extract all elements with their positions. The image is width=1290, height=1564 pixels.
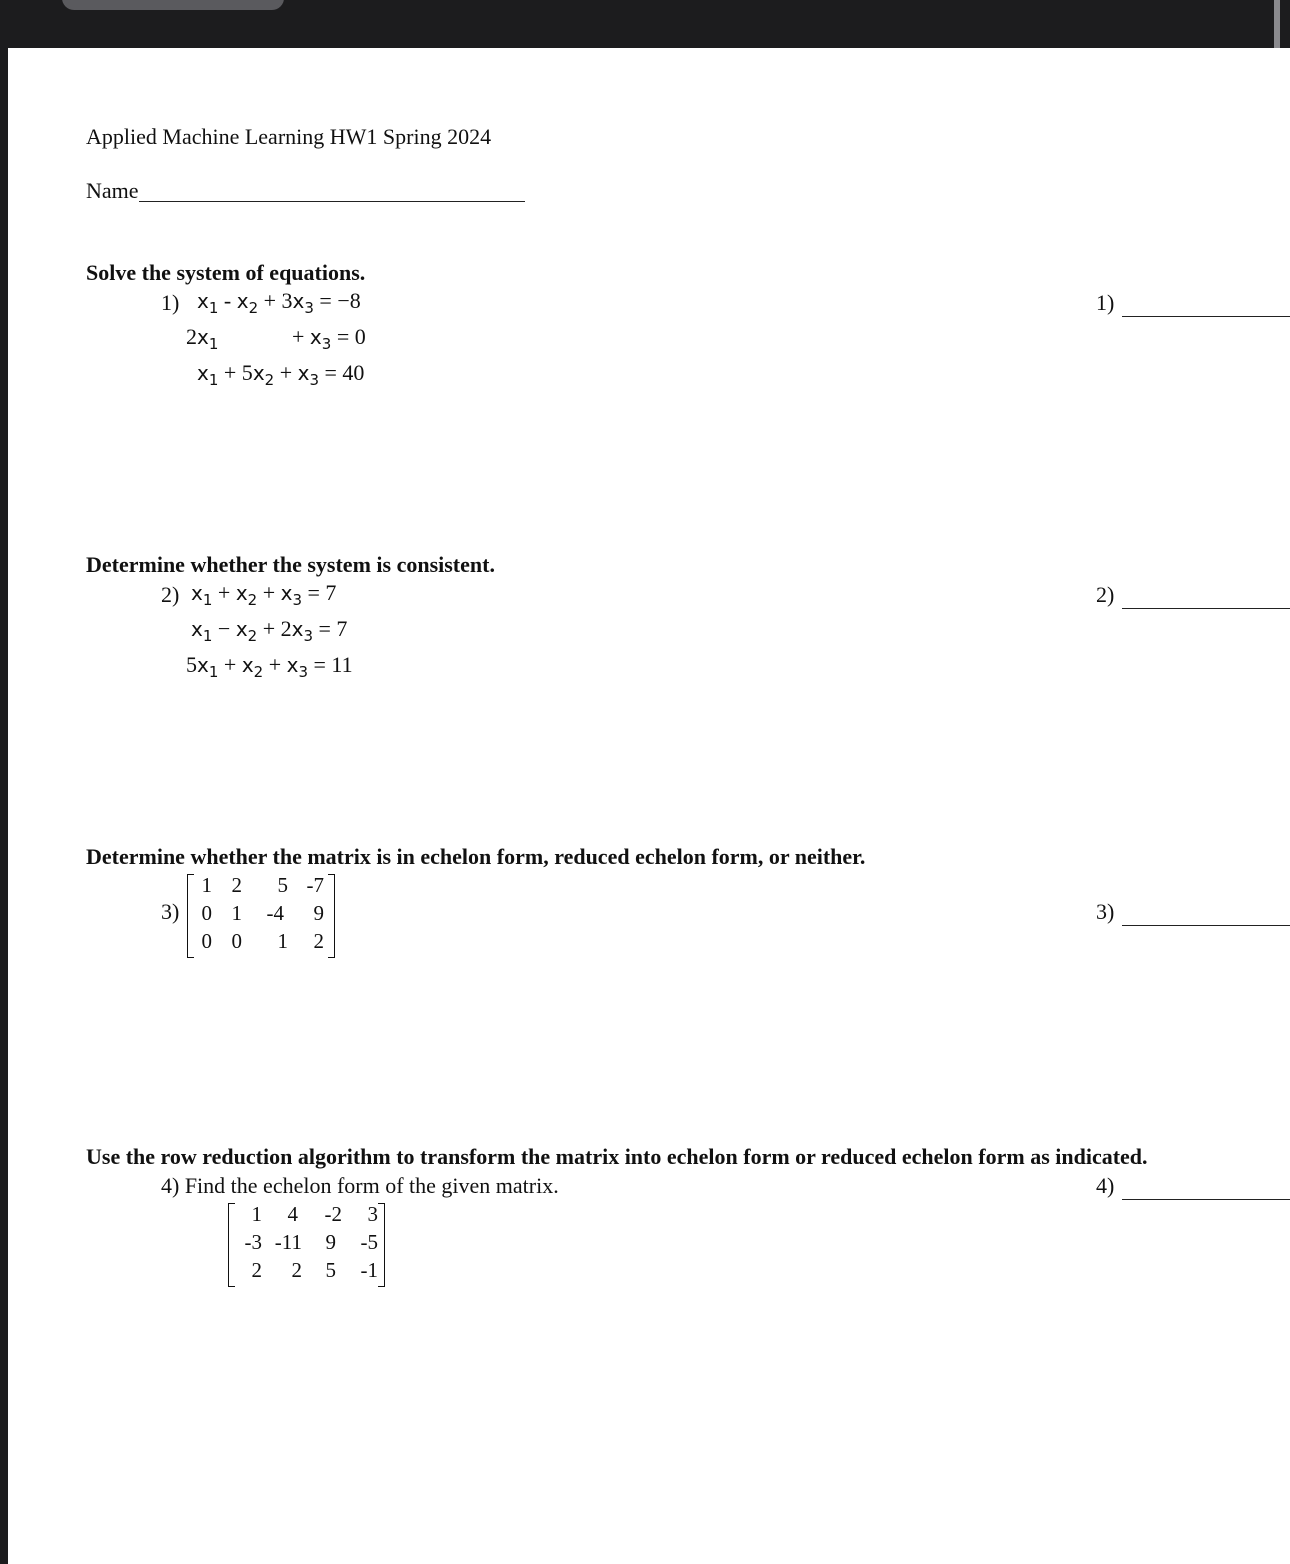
document-page	[8, 48, 1290, 1564]
matrix-3-cell: 2	[313, 929, 324, 953]
matrix-4-cell: 1	[251, 1202, 262, 1226]
answer-3-label: 3)	[1096, 899, 1115, 924]
matrix-4-cell: 5	[325, 1258, 336, 1282]
matrix-4-cell: 9	[325, 1230, 336, 1254]
matrix-3-cell: 1	[277, 929, 288, 953]
scrollbar-thumb[interactable]	[1274, 0, 1280, 48]
matrix-3-left-bracket	[187, 874, 194, 958]
matrix-4-cell: -11	[274, 1230, 302, 1254]
window-top-bar	[0, 0, 1290, 48]
name-label: Name	[86, 178, 139, 203]
document-title: Applied Machine Learning HW1 Spring 2024	[86, 124, 492, 149]
instruction-echelon-check: Determine whether the matrix is in echelon form, reduced echelon form, or neither.	[86, 844, 866, 869]
matrix-3-cell: 0	[201, 901, 212, 925]
instruction-row-reduction: Use the row reduction algorithm to transform the matrix into echelon form or reduced echelon form as indicated.	[86, 1144, 1148, 1169]
question-1-equation-2-right: + $x_3 = 0$	[292, 324, 366, 353]
answer-2-line[interactable]	[1122, 608, 1290, 609]
matrix-4-cell: -1	[360, 1258, 378, 1282]
answer-2-label: 2)	[1096, 582, 1115, 607]
matrix-3-cell: 1	[231, 901, 242, 925]
question-2-number: 2)	[161, 582, 180, 607]
matrix-4-cell: 2	[291, 1258, 302, 1282]
matrix-4-cell: 2	[251, 1258, 262, 1282]
question-1-number: 1)	[161, 290, 180, 315]
matrix-3-cell: 5	[277, 873, 288, 897]
answer-1-line[interactable]	[1122, 316, 1290, 317]
matrix-4-cell: -5	[360, 1230, 378, 1254]
matrix-3-right-bracket	[328, 874, 335, 958]
instruction-solve-system: Solve the system of equations.	[86, 260, 366, 285]
question-1-equation-2-left: $2x_1$	[186, 324, 219, 353]
question-2-equation-3: $5x_1 + x_2 + x_3 = 11$	[186, 652, 353, 681]
tab-pill[interactable]	[62, 0, 284, 10]
name-field-line[interactable]	[139, 201, 525, 202]
matrix-3-cell: 2	[231, 873, 242, 897]
answer-1-label: 1)	[1096, 290, 1115, 315]
matrix-3-cell: -4	[266, 901, 284, 925]
matrix-3-cell: -7	[306, 873, 324, 897]
matrix-3-cell: 1	[201, 873, 212, 897]
question-1-equation-3: $x_1 + 5x_2 + x_3 = 40$	[197, 360, 365, 389]
matrix-4-right-bracket	[378, 1203, 385, 1287]
question-1-equation-1: $x_1 - x_2 + 3x_3 = -8$	[197, 288, 361, 317]
matrix-3-cell: 9	[313, 901, 324, 925]
matrix-4-cell: -3	[244, 1230, 262, 1254]
matrix-4-cell: 4	[287, 1202, 298, 1226]
question-3-number: 3)	[161, 899, 180, 924]
answer-3-line[interactable]	[1122, 925, 1290, 926]
matrix-4-cell: -2	[324, 1202, 342, 1226]
instruction-consistency: Determine whether the system is consistent.	[86, 552, 495, 577]
matrix-4-cell: 3	[367, 1202, 378, 1226]
question-4-text: 4) Find the echelon form of the given matrix.	[161, 1173, 559, 1198]
answer-4-line[interactable]	[1122, 1199, 1290, 1200]
question-2-equation-1: $x_1 + x_2 + x_3 = 7$	[191, 580, 337, 609]
matrix-3-cell: 0	[201, 929, 212, 953]
question-2-equation-2: $x_1 - x_2 + 2x_3 = 7$	[191, 616, 348, 645]
answer-4-label: 4)	[1096, 1173, 1115, 1198]
matrix-3-cell: 0	[231, 929, 242, 953]
